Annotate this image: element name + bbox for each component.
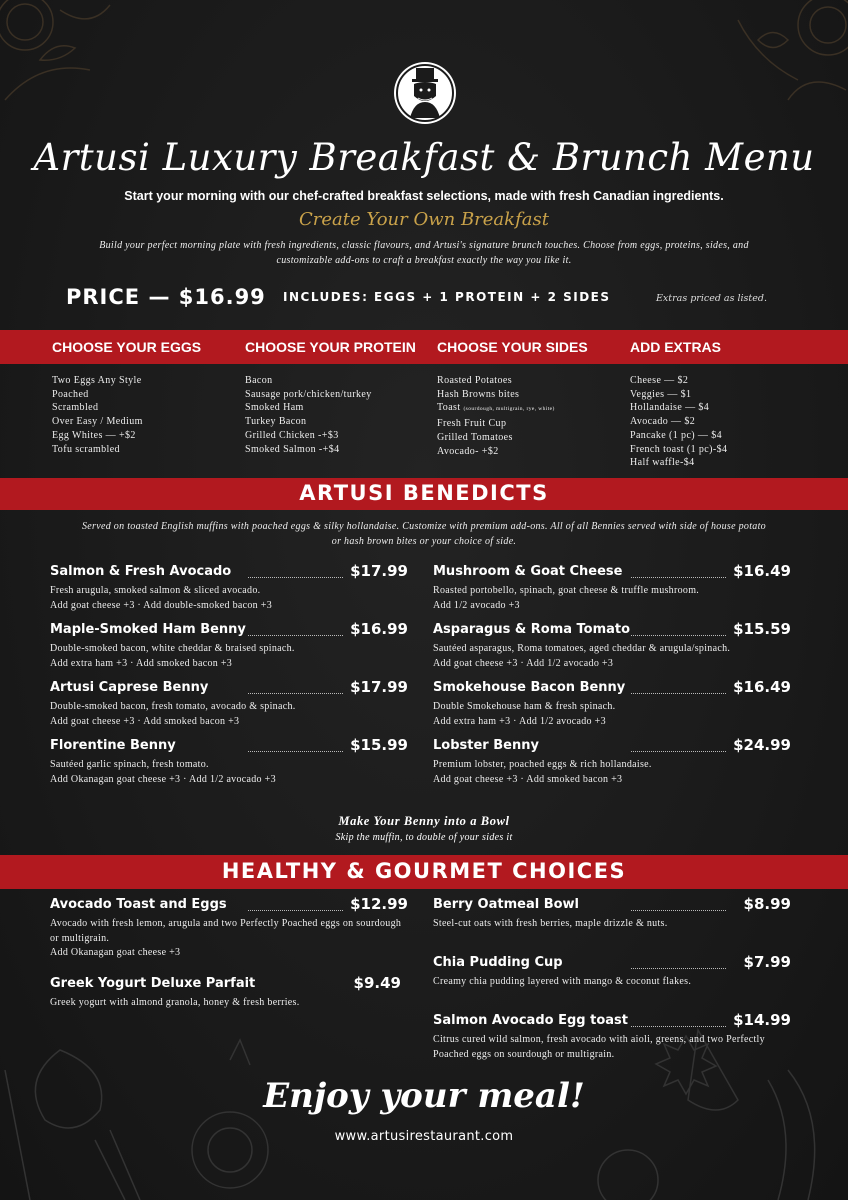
item-price: $15.59	[733, 620, 791, 638]
item-price: $17.99	[350, 678, 408, 696]
item-price: $17.99	[350, 562, 408, 580]
item-name: Salmon & Fresh Avocado	[50, 564, 232, 579]
extras-list	[630, 374, 727, 470]
item-name: Artusi Caprese Benny	[50, 680, 209, 695]
list-item: Pancake (1 pc) — $4	[630, 429, 723, 441]
intro-text: Start your morning with our chef-crafted breakfast selections, made with fresh Canadian ingredients.	[124, 189, 724, 203]
item-description: Double-smoked bacon, fresh tomato, avocado & spinach.	[50, 701, 296, 712]
item-name: Asparagus & Roma Tomato	[433, 622, 631, 637]
leader-dots	[631, 627, 726, 636]
item-name: Smokehouse Bacon Benny	[433, 680, 626, 695]
leader-dots	[248, 902, 343, 911]
item-desc	[433, 917, 791, 932]
item-desc	[433, 584, 791, 613]
item-price: $7.99	[743, 953, 791, 971]
price-row	[66, 285, 796, 313]
item-addons: Add goat cheese +3 · Add double-smoked bacon +3	[50, 599, 272, 611]
list-item: Tofu scrambled	[52, 443, 120, 455]
protein-heading: CHOOSE YOUR PROTEIN	[245, 339, 416, 355]
eggs-heading: CHOOSE YOUR EGGS	[52, 339, 202, 355]
item-desc	[50, 996, 408, 1011]
item-price: $16.49	[733, 678, 791, 696]
list-item: Fresh Fruit Cup	[437, 418, 507, 430]
cyob-title: Create Your Own Breakfast	[299, 209, 549, 230]
list-item: Veggies — $1	[630, 388, 692, 400]
list-item: Smoked Ham	[245, 402, 304, 414]
leader-dots	[248, 685, 343, 694]
item-addons: Add goat cheese +3 · Add 1/2 avocado +3	[433, 657, 614, 669]
item-name: Berry Oatmeal Bowl	[433, 897, 580, 912]
item-description: Steel-cut oats with fresh berries, maple drizzle & nuts.	[433, 918, 668, 929]
cyob-description: Build your perfect morning plate with fresh ingredients, classic flavours, and Artusi's signature brunch touches. Choose from eggs, proteins, sides, and customizable add-ons to craft a breakfast exactly the way you like it.	[99, 240, 749, 266]
list-item: Avocado- +$2	[437, 445, 499, 457]
item-desc	[50, 917, 408, 961]
botanical-top-right-icon	[728, 0, 848, 110]
item-addons: Add goat cheese +3 · Add smoked bacon +3	[50, 715, 240, 727]
item-addons: Add Okanagan goat cheese +3	[50, 947, 181, 958]
list-item: Two Eggs Any Style	[52, 375, 142, 386]
list-item: Grilled Chicken -+$3	[245, 429, 339, 441]
benedicts-note: Served on toasted English muffins with poached eggs & silky hollandaise. Customize with premium add-ons. All of all Bennies served with side of house potato or hash brown bites or your choice of side.	[82, 521, 766, 547]
item-description: Greek yogurt with almond granola, honey & fresh berries.	[50, 997, 300, 1008]
leader-dots	[631, 685, 726, 694]
item-price: $14.99	[733, 1011, 791, 1029]
list-item	[437, 401, 555, 417]
item-description: Sautéed asparagus, Roma tomatoes, aged cheddar & arugula/spinach.	[433, 643, 731, 654]
item-name: Avocado Toast and Eggs	[50, 897, 227, 912]
item-addons: Add extra ham +3 · Add 1/2 avocado +3	[433, 715, 606, 727]
item-description: Roasted portobello, spinach, goat cheese & truffle mushroom.	[433, 585, 700, 596]
enjoy-text: Enjoy your meal!	[263, 1076, 585, 1116]
sides-heading: CHOOSE YOUR SIDES	[437, 339, 588, 355]
item-price: $8.99	[743, 895, 791, 913]
list-item: Over Easy / Medium	[52, 416, 143, 428]
item-desc	[433, 975, 791, 990]
item-addons: Add extra ham +3 · Add smoked bacon +3	[50, 657, 233, 669]
sides-list	[437, 374, 555, 458]
menu-title: Artusi Luxury Breakfast & Brunch Menu	[33, 136, 815, 179]
benedicts-title: ARTUSI BENEDICTS	[299, 481, 549, 505]
item-name: Mushroom & Goat Cheese	[433, 564, 623, 579]
item-addons: Add 1/2 avocado +3	[433, 599, 520, 611]
price-extras-note: Extras priced as listed.	[656, 293, 767, 304]
item-price: $16.99	[350, 620, 408, 638]
item-description: Sautéed garlic spinach, fresh tomato.	[50, 759, 209, 770]
item-description: Double Smokehouse ham & fresh spinach.	[433, 701, 616, 712]
item-name: Greek Yogurt Deluxe Parfait	[50, 976, 256, 991]
leader-dots	[631, 569, 726, 578]
toast-label: Toast	[437, 402, 461, 414]
item-description: Avocado with fresh lemon, arugula and two Perfectly Poached eggs on sourdough or multigrain.	[50, 918, 402, 944]
item-desc	[433, 758, 791, 787]
item-desc	[50, 700, 408, 729]
item-description: Fresh arugula, smoked salmon & sliced avocado.	[50, 585, 261, 596]
item-desc	[50, 642, 408, 671]
item-price: $12.99	[350, 895, 408, 913]
leader-dots	[248, 743, 343, 752]
toast-note: (sourdough, multigrain, rye, white)	[463, 406, 555, 413]
price-main: PRICE — $16.99	[66, 285, 266, 309]
chef-logo-icon	[392, 60, 458, 126]
list-item: Hollandaise — $4	[630, 402, 710, 414]
bowl-title: Make Your Benny into a Bowl	[338, 814, 510, 828]
leader-dots	[631, 743, 726, 752]
item-name: Salmon Avocado Egg toast	[433, 1013, 628, 1028]
item-name: Lobster Benny	[433, 738, 539, 753]
item-desc	[50, 758, 408, 787]
item-desc	[433, 642, 791, 671]
item-desc	[433, 1033, 791, 1062]
item-description: Citrus cured wild salmon, fresh avocado with aioli, greens, and two Perfectly Poached eggs on sourdough or multigrain.	[433, 1034, 765, 1060]
list-item: Bacon	[245, 375, 273, 386]
protein-list	[245, 374, 372, 456]
bowl-subtitle: Skip the muffin, to double of your sides it	[335, 832, 513, 843]
item-addons: Add Okanagan goat cheese +3 · Add 1/2 avocado +3	[50, 773, 276, 785]
price-includes: INCLUDES: EGGS + 1 PROTEIN + 2 SIDES	[283, 290, 611, 304]
list-item: Poached	[52, 388, 89, 400]
list-item: Avocado — $2	[630, 416, 696, 428]
leader-dots	[631, 960, 726, 969]
item-desc	[50, 584, 408, 613]
list-item: Grilled Tomatoes	[437, 431, 513, 443]
list-item: Half waffle-$4	[630, 457, 695, 469]
list-item: Scrambled	[52, 402, 99, 414]
item-name: Chia Pudding Cup	[433, 955, 563, 970]
item-price: $15.99	[350, 736, 408, 754]
item-price: $24.99	[733, 736, 791, 754]
item-desc	[433, 700, 791, 729]
item-price: $9.49	[353, 974, 401, 992]
list-item: Roasted Potatoes	[437, 375, 513, 386]
leader-dots	[248, 569, 343, 578]
eggs-list	[52, 374, 143, 456]
item-description: Double-smoked bacon, white cheddar & braised spinach.	[50, 643, 295, 654]
list-item: French toast (1 pc)-$4	[630, 443, 728, 455]
leader-dots	[631, 902, 726, 911]
item-name: Maple-Smoked Ham Benny	[50, 622, 246, 637]
item-description: Premium lobster, poached eggs & rich hollandaise.	[433, 759, 652, 770]
botanical-top-left-icon	[0, 0, 120, 110]
item-price: $16.49	[733, 562, 791, 580]
list-item: Hash Browns bites	[437, 388, 520, 400]
list-item: Cheese — $2	[630, 375, 689, 386]
list-item: Turkey Bacon	[245, 416, 307, 428]
leader-dots	[631, 1018, 726, 1027]
item-name: Florentine Benny	[50, 738, 176, 753]
item-addons: Add goat cheese +3 · Add smoked bacon +3	[433, 773, 623, 785]
extras-heading: ADD EXTRAS	[630, 339, 722, 355]
list-item: Smoked Salmon -+$4	[245, 443, 340, 455]
leader-dots	[248, 627, 343, 636]
healthy-title: HEALTHY & GOURMET CHOICES	[221, 859, 627, 883]
website-link[interactable]: www.artusirestaurant.com	[334, 1129, 514, 1144]
list-item: Sausage pork/chicken/turkey	[245, 388, 372, 400]
item-description: Creamy chia pudding layered with mango & coconut flakes.	[433, 976, 692, 987]
list-item: Egg Whites — +$2	[52, 429, 136, 441]
